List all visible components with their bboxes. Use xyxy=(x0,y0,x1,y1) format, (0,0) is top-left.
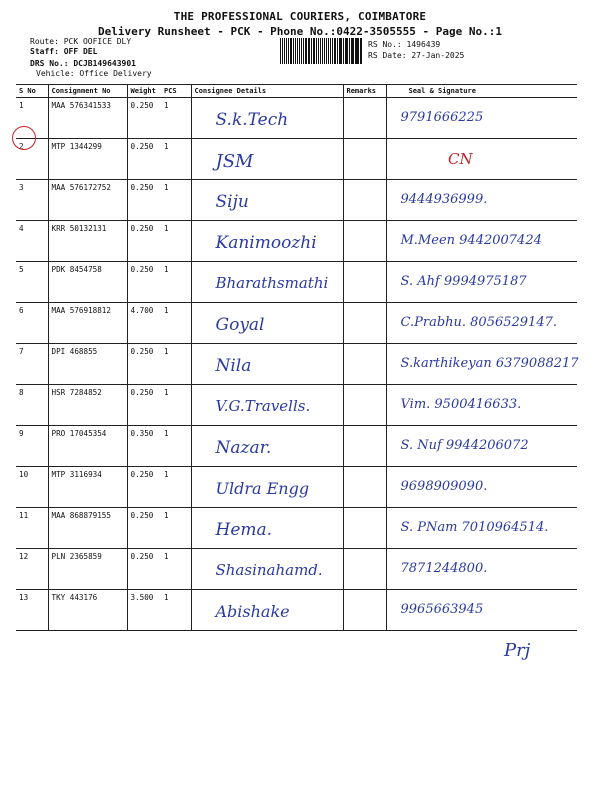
table-row xyxy=(16,303,577,344)
consignee-handwriting: Nila xyxy=(215,356,252,376)
consignee-handwriting: Abishake xyxy=(215,602,290,621)
row-consignee xyxy=(191,98,343,139)
col-pcs: PCS xyxy=(161,85,191,98)
row-consignee xyxy=(191,426,343,467)
signature-handwriting: M.Meen 9442007424 xyxy=(400,233,542,248)
row-weight: 0.250 xyxy=(127,385,161,426)
row-consignee xyxy=(191,180,343,221)
row-consignee xyxy=(191,303,343,344)
row-remarks xyxy=(343,549,386,590)
row-weight: 0.250 xyxy=(127,508,161,549)
row-sno: 13 xyxy=(16,590,48,631)
row-sno: 5 xyxy=(16,262,48,303)
rs-date: RS Date: 27-Jan-2025 xyxy=(368,51,465,60)
table-row xyxy=(16,98,577,139)
runsheet-table xyxy=(16,84,577,631)
row-consignment: PDK 8454758 xyxy=(48,262,127,303)
row-remarks xyxy=(343,590,386,631)
signature-handwriting: S. PNam 7010964514. xyxy=(400,520,549,535)
table-header-row xyxy=(16,85,577,98)
row-consignee xyxy=(191,385,343,426)
signature-handwriting: 9698909090. xyxy=(400,479,488,494)
table-row xyxy=(16,344,577,385)
row-signature xyxy=(386,426,577,467)
row-sno: 10 xyxy=(16,467,48,508)
table-row xyxy=(16,426,577,467)
row-pcs: 1 xyxy=(161,385,191,426)
row-consignment: MTP 1344299 xyxy=(48,139,127,180)
row-consignee xyxy=(191,344,343,385)
consignee-handwriting: Nazar. xyxy=(215,438,272,458)
row-weight: 0.250 xyxy=(127,549,161,590)
row-sno: 6 xyxy=(16,303,48,344)
row-consignee xyxy=(191,139,343,180)
row-sno: 9 xyxy=(16,426,48,467)
signature-handwriting: 9444936999. xyxy=(400,192,488,207)
row-pcs: 1 xyxy=(161,590,191,631)
row-weight: 0.250 xyxy=(127,344,161,385)
consignee-handwriting: Siju xyxy=(215,192,249,212)
row-weight: 0.350 xyxy=(127,426,161,467)
row-consignee xyxy=(191,549,343,590)
row-consignment: MAA 576918812 xyxy=(48,303,127,344)
row-consignment: MTP 3116934 xyxy=(48,467,127,508)
table-row xyxy=(16,221,577,262)
row-consignment: DPI 468855 xyxy=(48,344,127,385)
row-remarks xyxy=(343,467,386,508)
row-sno: 12 xyxy=(16,549,48,590)
consignee-handwriting: JSM xyxy=(215,151,254,172)
row-consignment: TKY 443176 xyxy=(48,590,127,631)
red-circle-mark xyxy=(12,126,36,150)
row-sno: 8 xyxy=(16,385,48,426)
row-weight: 0.250 xyxy=(127,262,161,303)
row-remarks xyxy=(343,180,386,221)
col-weight: Weight xyxy=(127,85,161,98)
row-consignment: PRO 17045354 xyxy=(48,426,127,467)
row-pcs: 1 xyxy=(161,303,191,344)
consignee-handwriting: Bharathsmathi xyxy=(215,274,329,292)
row-sno: 3 xyxy=(16,180,48,221)
row-remarks xyxy=(343,344,386,385)
signature-handwriting: Vim. 9500416633. xyxy=(400,397,522,412)
row-consignee xyxy=(191,590,343,631)
row-consignee xyxy=(191,262,343,303)
consignee-handwriting: S.k.Tech xyxy=(215,110,289,130)
staff-field: Staff: OFF DEL xyxy=(30,47,98,56)
row-weight: 4.700 xyxy=(127,303,161,344)
row-signature xyxy=(386,467,577,508)
row-pcs: 1 xyxy=(161,344,191,385)
row-consignment: MAA 576341533 xyxy=(48,98,127,139)
row-consignment: MAA 868879155 xyxy=(48,508,127,549)
row-consignee xyxy=(191,221,343,262)
row-signature xyxy=(386,303,577,344)
consignee-handwriting: V.G.Travells. xyxy=(215,397,311,415)
signature-handwriting: 9965663945 xyxy=(400,602,484,617)
table-row xyxy=(16,262,577,303)
signature-handwriting: 9791666225 xyxy=(400,110,484,125)
signature-handwriting: S. Nuf 9944206072 xyxy=(400,438,529,453)
sheet-subtitle: Delivery Runsheet - PCK - Phone No.:0422-3505555 - Page No.:1 xyxy=(98,25,502,38)
row-signature xyxy=(386,344,577,385)
consignee-handwriting: Hema. xyxy=(215,520,273,540)
row-pcs: 1 xyxy=(161,549,191,590)
row-remarks xyxy=(343,385,386,426)
row-remarks xyxy=(343,98,386,139)
row-pcs: 1 xyxy=(161,139,191,180)
rs-number: RS No.: 1496439 xyxy=(368,40,441,49)
row-signature xyxy=(386,98,577,139)
row-sno: 4 xyxy=(16,221,48,262)
row-pcs: 1 xyxy=(161,467,191,508)
row-consignee xyxy=(191,508,343,549)
table-row xyxy=(16,180,577,221)
vehicle-field: Vehicle: Office Delivery xyxy=(36,69,152,78)
row-signature xyxy=(386,590,577,631)
footer-signature: Prj xyxy=(504,640,531,661)
row-pcs: 1 xyxy=(161,180,191,221)
signature-handwriting: S.karthikeyan 6379088217 xyxy=(400,356,579,371)
row-weight: 0.250 xyxy=(127,180,161,221)
table-row xyxy=(16,139,577,180)
row-weight: 0.250 xyxy=(127,221,161,262)
row-consignee xyxy=(191,467,343,508)
table-row xyxy=(16,385,577,426)
row-signature xyxy=(386,549,577,590)
row-signature xyxy=(386,221,577,262)
row-signature xyxy=(386,385,577,426)
row-signature xyxy=(386,180,577,221)
consignee-handwriting: Uldra Engg xyxy=(215,479,310,498)
row-signature xyxy=(386,262,577,303)
row-remarks xyxy=(343,262,386,303)
table-row xyxy=(16,549,577,590)
row-sno: 1 xyxy=(16,98,48,139)
signature-handwriting: S. Ahf 9994975187 xyxy=(400,274,527,289)
col-seal: Seal & Signature xyxy=(386,85,577,98)
row-pcs: 1 xyxy=(161,98,191,139)
row-sno: 7 xyxy=(16,344,48,385)
row-remarks xyxy=(343,221,386,262)
row-consignment: MAA 576172752 xyxy=(48,180,127,221)
row-consignment: PLN 2365859 xyxy=(48,549,127,590)
table-row xyxy=(16,590,577,631)
row-pcs: 1 xyxy=(161,262,191,303)
sheet-title: THE PROFESSIONAL COURIERS, COIMBATORE xyxy=(173,10,427,23)
barcode xyxy=(280,38,362,64)
row-sno: 11 xyxy=(16,508,48,549)
row-consignment: HSR 7284852 xyxy=(48,385,127,426)
row-weight: 0.250 xyxy=(127,139,161,180)
row-remarks xyxy=(343,508,386,549)
row-weight: 0.250 xyxy=(127,467,161,508)
col-consignment: Consignment No xyxy=(48,85,127,98)
route-field: Route: PCK OOFICE DLY xyxy=(30,37,132,46)
consignee-handwriting: Kanimoozhi xyxy=(215,233,317,253)
signature-handwriting: C.Prabhu. 8056529147. xyxy=(400,315,558,330)
table-row xyxy=(16,467,577,508)
row-weight: 3.500 xyxy=(127,590,161,631)
red-handwritten-mark: CN xyxy=(448,150,473,168)
row-remarks xyxy=(343,303,386,344)
consignee-handwriting: Goyal xyxy=(215,315,265,335)
col-remarks: Remarks xyxy=(343,85,386,98)
row-consignment: KRR 50132131 xyxy=(48,221,127,262)
row-signature xyxy=(386,139,577,180)
drs-number: DRS No.: DCJB149643901 xyxy=(30,59,136,68)
col-sno: S No xyxy=(16,85,48,98)
row-remarks xyxy=(343,139,386,180)
row-pcs: 1 xyxy=(161,508,191,549)
consignee-handwriting: Shasinahamd. xyxy=(215,561,323,579)
row-pcs: 1 xyxy=(161,426,191,467)
row-signature xyxy=(386,508,577,549)
row-weight: 0.250 xyxy=(127,98,161,139)
row-pcs: 1 xyxy=(161,221,191,262)
row-remarks xyxy=(343,426,386,467)
col-consignee: Consignee Details xyxy=(191,85,343,98)
table-row xyxy=(16,508,577,549)
signature-handwriting: 7871244800. xyxy=(400,561,488,576)
row-sno: 2 xyxy=(16,139,48,180)
